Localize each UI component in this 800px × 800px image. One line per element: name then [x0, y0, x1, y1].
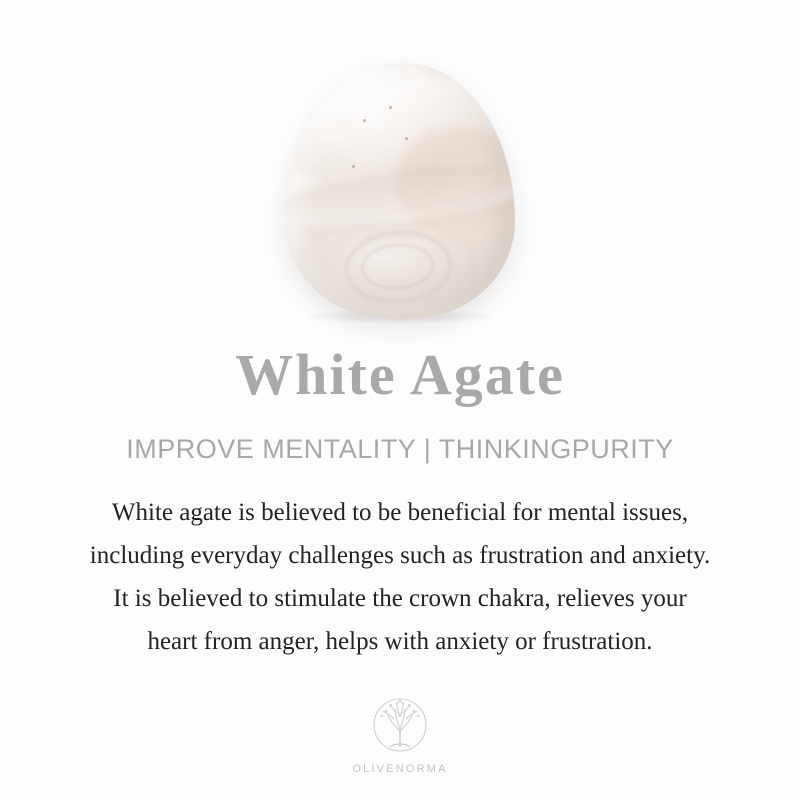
page-title: White Agate — [235, 342, 565, 407]
brand-name: OLIVENORMA — [352, 763, 448, 775]
stone-image — [270, 48, 530, 318]
white-agate-stone-icon — [285, 63, 515, 318]
brand-logo — [352, 689, 447, 775]
description-line: heart from anger, helps with anxiety or frustration. — [147, 628, 653, 655]
stone-speck — [352, 165, 355, 168]
stone-speck — [405, 137, 408, 140]
description-line: White agate is believed to be beneficial for mental issues, — [111, 499, 689, 526]
tree-of-life-icon — [364, 689, 436, 761]
product-description — [20, 491, 780, 663]
description-line: including everyday challenges such as frustration and anxiety. — [89, 542, 711, 569]
product-subtitle: IMPROVE MENTALITY | THINKINGPURITY — [126, 434, 674, 464]
description-line: It is believed to stimulate the crown chakra, relieves your — [113, 585, 687, 612]
